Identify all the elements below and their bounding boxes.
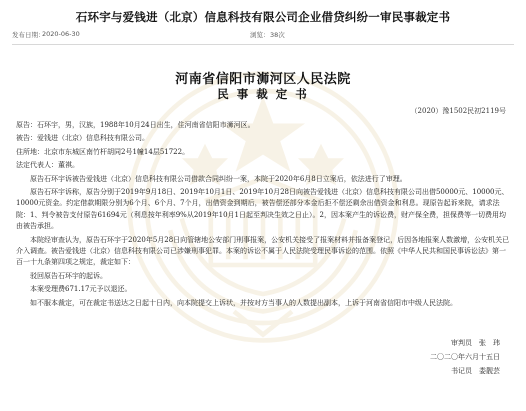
case-number: （2020）豫1502民初2119号 [410, 107, 506, 115]
court-name: 河南省信阳市浉河区人民法院 [175, 72, 351, 87]
meta-divider [12, 44, 514, 45]
publish-date: 2020-06-30 [42, 30, 80, 38]
document-body [16, 120, 512, 311]
signature-block [370, 336, 500, 378]
paragraph-address: 住所地：北京市东城区南竹杆胡同2号1幢14层51722。 [16, 147, 190, 156]
paragraph-ruling: 驳回原告石环宇的起诉。 [30, 271, 107, 280]
judge-signature: 审判员 张 玮 [451, 339, 500, 347]
paragraph-claims: 原告石环宇诉称，原告分别于2019年9月18日、2019年10月1日、2019年10月28日向被告爱钱进（北京）信息科技有限公司出借50000元、10000元、10000元资金。约定借款期限分别为6个月、6个月、7个月，出借资金到期后，被告偿还部分本金后拒不偿还剩余出借资金和利息。现原告起诉来院，请求法院：1、判令被告支付原告61694元（利息按年利率9%从2019年10月1日起至判决生效之日止）。2，因本案产生的诉讼费，财产保全费，担保费等一切费用均由被告承担。 [16, 188, 509, 231]
ruling-date: 二〇二〇年六月十五日 [430, 353, 500, 361]
views-label: 浏览： [250, 31, 270, 39]
paragraph-plaintiff: 原告：石环宇，男，汉族，1988年10月24日出生，住河南省信阳市浉河区。 [16, 121, 255, 129]
document-title: 石环宇与爱钱进（北京）信息科技有限公司企业借贷纠纷一审民事裁定书 [75, 10, 451, 24]
paragraph-legal-rep: 法定代表人：董祺。 [16, 161, 79, 170]
paragraph-review: 本院经审查认为，原告石环宇于2020年5月28日向管辖地公安部门刑事报案，公安机关接受了报案材料并报备案登记，后因各地报案人数激增，公安机关已介入调查。被告爱钱进（北京）信息科技有限公司已涉嫌刑事犯罪。本案的诉讼不属于人民法院受理民事诉讼的范围。依照《中华人民共和国民事诉讼法》第一百一十九条第四项之规定，裁定如下： [16, 235, 510, 267]
paragraph-defendant: 被告：爱钱进（北京）信息科技有限公司。 [16, 134, 149, 143]
publish-date-label: 发布日期： [12, 31, 45, 39]
paragraph-appeal: 如不服本裁定，可在裁定书送达之日起十日内，向本院提交上诉状，并按对方当事人的人数提出副本，上诉于河南省信阳市中级人民法院。 [30, 298, 457, 307]
meta-bar [12, 28, 514, 42]
ruling-title: 民 事 裁 定 书 [217, 87, 309, 101]
paragraph-fee: 本案受理费671.17元予以退还。 [30, 285, 132, 294]
views-count: 38次 [270, 31, 285, 39]
paragraph-filing: 原告石环宇诉被告爱钱进（北京）信息科技有限公司借款合同纠纷一案，本院于2020年6月8日立案后，依法进行了审理。 [30, 174, 407, 183]
clerk-signature: 书记员 娄靓芸 [451, 367, 500, 375]
